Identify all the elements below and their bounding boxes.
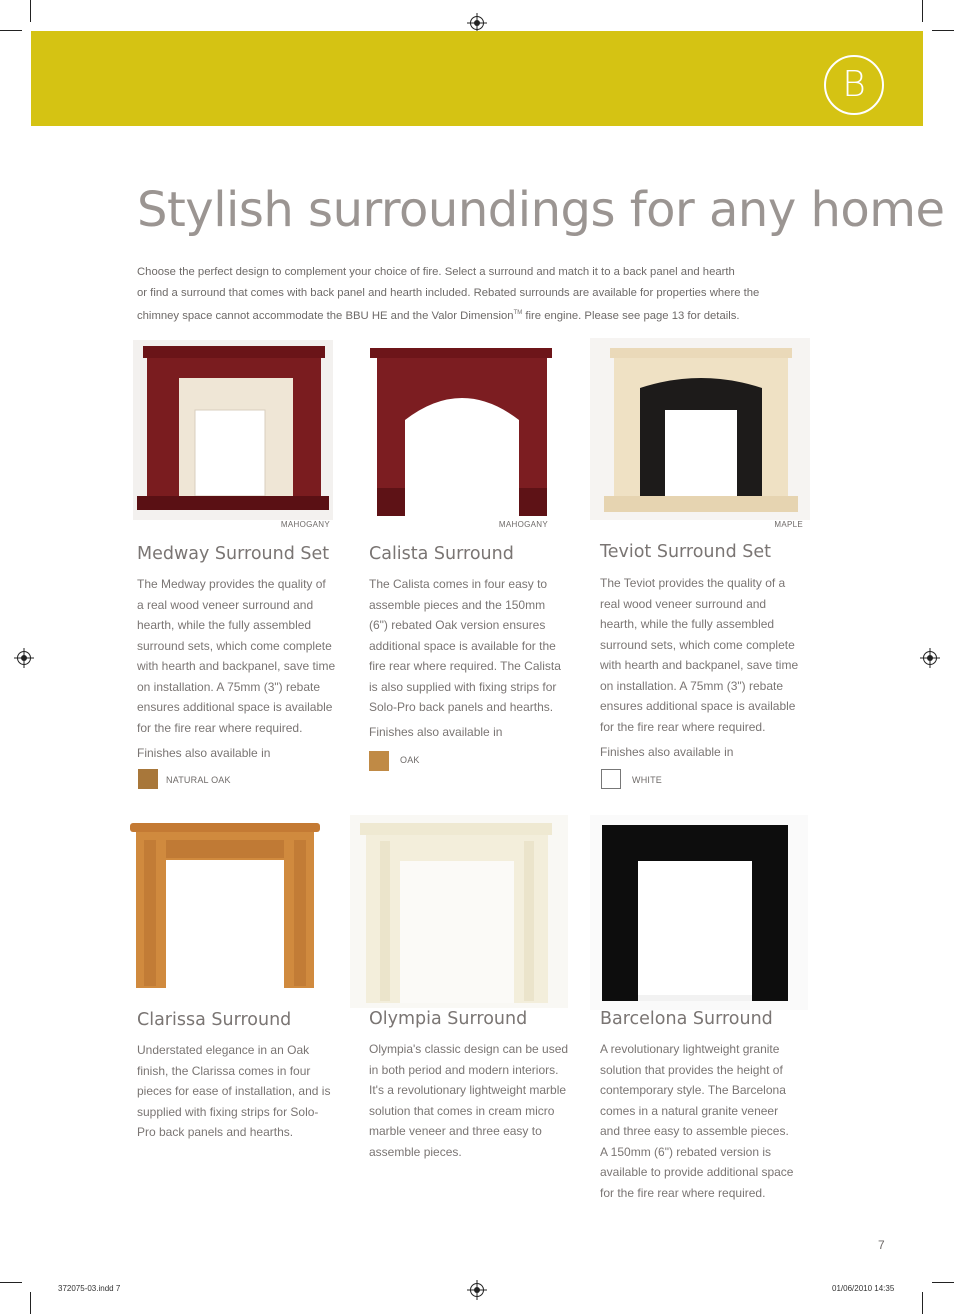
swatch-label: NATURAL OAK xyxy=(166,775,231,785)
product-title: Clarissa Surround xyxy=(137,1010,292,1030)
intro-line: chimney space cannot accommodate the BBU HE and the Valor Dimension™ fire engine. Please see page 13 for details. xyxy=(137,309,740,322)
product-title: Calista Surround xyxy=(369,544,514,564)
product-description: The Medway provides the quality of a real wood veneer surround and hearth, while the fully assembled surround sets, which come complete with hearth and backpanel, save time on installation. A 75mm (3") rebate ensures additional space is available for the fire rear where required. xyxy=(137,577,336,735)
trademark: TM xyxy=(513,310,523,316)
page-title: Stylish surroundings for any home xyxy=(137,182,945,238)
finish-label: MAPLE xyxy=(774,520,803,529)
product-title: Barcelona Surround xyxy=(600,1009,773,1029)
product-title: Medway Surround Set xyxy=(137,544,330,564)
intro-line: or find a surround that comes with back panel and hearth included. Rebated surrounds are available for properties where the xyxy=(137,286,760,299)
olympia-surround-photo xyxy=(350,815,568,1008)
swatch-label: OAK xyxy=(400,755,420,765)
crop-mark xyxy=(922,0,923,22)
page-number: 7 xyxy=(878,1238,885,1252)
intro-paragraph xyxy=(137,262,837,326)
finishes-available-label: Finishes also available in xyxy=(369,725,503,739)
slug-timestamp: 01/06/2010 14:35 xyxy=(832,1284,895,1293)
product-description: A revolutionary lightweight granite solution that provides the height of contemporary style. The Barcelona comes in a natural granite veneer and three easy to assemble pieces. A 150mm (6") rebated version is available to provide additional space for the fire rear where required. xyxy=(600,1042,794,1200)
crop-mark xyxy=(0,30,22,31)
registration-mark-icon xyxy=(470,1283,484,1297)
finishes-available-label: Finishes also available in xyxy=(137,746,271,760)
swatch-label: WHITE xyxy=(632,775,662,785)
crop-mark xyxy=(30,0,31,22)
registration-mark-icon xyxy=(923,651,937,665)
teviot-surround-photo xyxy=(590,338,810,520)
registration-mark-icon xyxy=(17,651,31,665)
medway-surround-photo xyxy=(133,340,333,520)
crop-mark xyxy=(30,1292,31,1314)
product-description: The Calista comes in four easy to assemble pieces and the 150mm (6") rebated Oak version ensures additional space is available for the fire rear where required. The Calista is also supplied with fixing strips for Solo-Pro back panels and hearths. xyxy=(369,577,561,714)
finish-swatch xyxy=(369,751,389,771)
section-banner xyxy=(31,31,923,126)
clarissa-surround-photo xyxy=(128,820,323,990)
section-badge: B xyxy=(824,55,884,115)
barcelona-surround-photo xyxy=(590,815,808,1010)
product-title: Olympia Surround xyxy=(369,1009,528,1029)
crop-mark xyxy=(932,1282,954,1283)
product-description: The Teviot provides the quality of a real wood veneer surround and hearth, while the fully assembled surround sets, which come complete with hearth and backpanel, save time on installation. A 75mm (3") rebate ensures additional space is available for the fire rear where required. xyxy=(600,576,799,734)
crop-mark xyxy=(932,30,954,31)
finish-swatch xyxy=(138,769,158,789)
slug-filename: 372075-03.indd 7 xyxy=(58,1284,121,1293)
finish-label: MAHOGANY xyxy=(280,520,330,529)
crop-mark xyxy=(0,1282,22,1283)
finish-swatch xyxy=(601,769,621,789)
finishes-available-label: Finishes also available in xyxy=(600,745,734,759)
product-description: Olympia's classic design can be used in both period and modern interiors. It's a revolutionary lightweight marble solution that comes in cream micro marble veneer and three easy to assemble pieces. xyxy=(369,1042,569,1159)
crop-mark xyxy=(922,1292,923,1314)
product-title: Teviot Surround Set xyxy=(600,542,772,562)
intro-line: Choose the perfect design to complement your choice of fire. Select a surround and match it to a back panel and hearth xyxy=(137,266,735,278)
calista-surround-photo xyxy=(365,340,565,520)
product-description: Understated elegance in an Oak finish, the Clarissa comes in four pieces for ease of installation, and is supplied with fixing strips for Solo- Pro back panels and hearths. xyxy=(137,1043,331,1139)
finish-label: MAHOGANY xyxy=(498,520,548,529)
registration-mark-icon xyxy=(470,16,484,30)
